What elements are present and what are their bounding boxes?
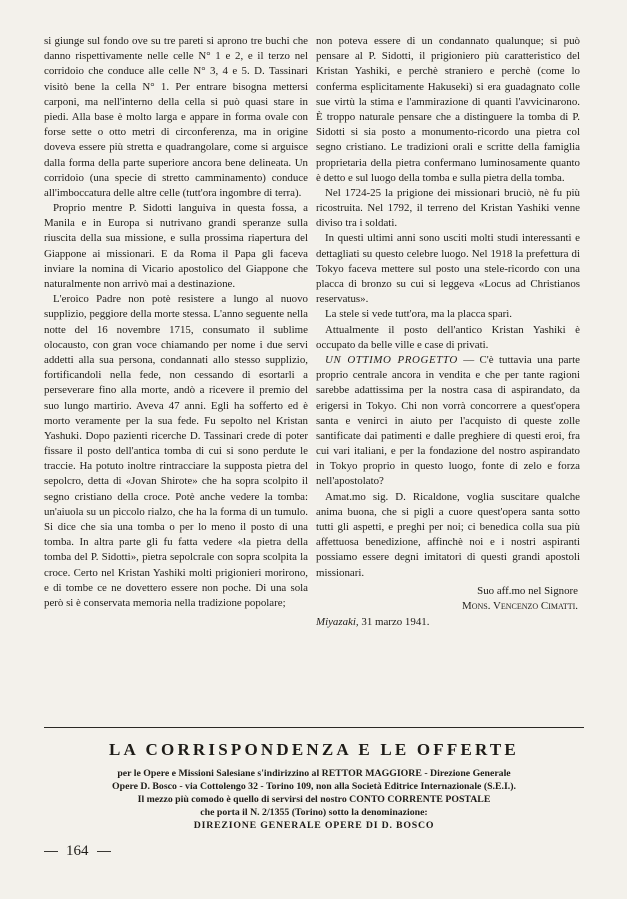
project-paragraph	[316, 353, 580, 490]
page-number: 164	[66, 843, 89, 859]
signature-dateline	[316, 615, 580, 630]
section-heading: UN OTTIMO PROGETTO	[325, 353, 458, 366]
divider	[97, 851, 111, 852]
left-column	[44, 34, 308, 611]
paragraph: si giunge sul fondo ove su tre pareti si aprono tre buchi che danno rispettivamente nelle celle N° 1 e 2, e il terzo nel corridoio che conduce alle celle N° 3, 4 e 5. D. Tassinari visitò bene la cella N° 1. Per entrare bisogna mettersi carponi, ma nell'interno della cella si può quasi stare in piedi. Alla base è molto larga e appare in forma ovale con forse sette o otto metri di circonferenza, ma in origine doveva essere più stretta e quadrangolare, come si arguisce dalla forma della parte superiore ancora bene delineata. Un corridoio (una specie di stretto camminamento) conduce all'imboccatura delle altre celle (tutt'ora ingombre di terra).	[44, 35, 308, 199]
paragraph: Nel 1724-25 la prigione dei missionari bruciò, nè fu più ricostruita. Nel 1792, il terreno del Kristan Yashiki venne diviso tra i soldati.	[316, 186, 580, 230]
paragraph: Attualmente il posto dell'antico Kristan Yashiki è occupato da belle ville e case di privati.	[316, 323, 580, 351]
signature-date: 31 marzo 1941.	[361, 616, 430, 629]
notice-line: che porta il N. 2/1355 (Torino) sotto la denominazione:	[200, 807, 428, 818]
closing-paragraph: Amat.mo sig. D. Ricaldone, voglia suscitare qualche anima buona, che si pigli a cuore quest'opera santa sotto tutti gli aspetti, e preghi per noi; ci benedica colla sua più affettuosa benedizione, affinchè noi e i nostri aspiranti possiamo essere degni imitatori di questi grandi apostoli missionari.	[316, 490, 580, 579]
notice-line: Il mezzo più comodo è quello di servirsi del nostro CONTO CORRENTE POSTALE	[137, 794, 491, 805]
paragraph: In questi ultimi anni sono usciti molti studi interessanti e dettagliati su questo celebre luogo. Nel 1918 la prefettura di Tokyo faceva mettere sul posto una stele-ricordo con una placca di bronzo su cui si leggeva «Locus ad Christianos reservatus».	[316, 232, 580, 306]
signature-greeting: Suo aff.mo nel Signore	[477, 584, 578, 597]
banner-title: LA CORRISPONDENZA E LE OFFERTE	[109, 740, 519, 759]
right-column	[316, 34, 580, 630]
project-text: — C'è tuttavia una parte proprio centrale ancora in vendita e che per tante ragioni sarebbe adattissima per la nostra casa di aspirandato, da erigersi in Tokyo. Chi non vorrà concorrere a quest'opera santa e venirci in aiuto per l'acquisto di queste zolle santificate dai patimenti e dalle preghiere di questi eroi, fra cui vari italiani, e per la fondazione del nostro aspirandato in Tokyo proprio in questo luogo, fonte di zelo e forza nell'apostolato?	[316, 353, 581, 488]
paragraph: Proprio mentre P. Sidotti languiva in questa fossa, a Manila e in Europa si nutrivano grandi speranze sulla riuscita della sua missione, e sulla prossima riapertura del Giappone ai missionari. E da Roma il Papa gli faceva inviare la nomina di Vicario apostolico del Giappone che naturalmente non arrivò mai a destinazione.	[44, 202, 308, 290]
paragraph: L'eroico Padre non potè resistere a lungo al nuovo supplizio, peggiore della morte stessa. L'anno seguente nella notte del 16 novembre 1715, consumato il sublime olocausto, con gran voce chiamando per nome i due servi addetti alla sua persona, condannati allo stesso supplizio, fortificandoli nella fede, non cessando di esortarli a perseverare fino alla morte, andò a ricevere il premio del suo lungo martirio. Aveva 47 anni. Egli ha sofferto ed è morto veramente per la sua fede. Fu sepolto nel Kristan Yashuki. Dopo pazienti ricerche D. Tassinari crede di poter fissare il posto dell'antica tomba di cui si sono perdute le traccie. Ha potuto inoltre rintracciare la supposta pietra del sepolcro, detta di «Jovan Shirote» che ha sopra scolpito il segno cristiano della croce. Potè anche vedere la tomba: un'aiuola su un piccolo rialzo, che ha la forma di un tumulo. Si dice che sia una tomba o per lo meno il posto di una tomba. In altra parte gli fu fatta vedere «la pietra della tomba del P. Sidotti», pietra sepolcrale con sopra scolpita la croce. Certo nel Kristan Yashiki molti prigionieri morirono, e di tombe ce ne dovettero essere non poche. Di una sola però si è conservata memoria nella tradizione popolare;	[44, 293, 308, 609]
divider	[44, 851, 58, 852]
divider	[44, 727, 584, 728]
page-number-row	[44, 843, 111, 860]
banner-notice	[44, 767, 584, 832]
paragraph: non poteva essere di un condannato qualunque; si può pensare al P. Sidotti, il prigioniero più caratteristico del Kristan Yashiki, e perchè straniero e perchè (come lo conferma esplicitamente Hakuseki) si era guadagnato colle sue virtù la stima e l'ammirazione di quanti l'avvicinarono. È troppo naturale pensare che a distinguere la tomba di P. Sidotti si sia posto a monumento-ricordo una pietra col segno cristiano. Le tradizioni orali e scritte della famiglia proprietaria della pietra confermano luminosamente quanto è detto e sul luogo della tomba e sulla pietra della tomba.	[316, 35, 580, 184]
notice-line: Opere D. Bosco - via Cottolengo 32 - Torino 109, non alla Società Editrice Internazionale (S.E.I.).	[112, 781, 516, 792]
signature-place: Miyazaki,	[316, 616, 359, 629]
signature-name: Mons. Vencenzo Cimatti.	[462, 599, 578, 612]
notice-line: DIREZIONE GENERALE OPERE DI D. BOSCO	[193, 820, 435, 831]
notice-line: per le Opere e Missioni Salesiane s'indirizzino al RETTOR MAGGIORE - Direzione Generale	[117, 768, 511, 779]
paragraph: La stele si vede tutt'ora, ma la placca sparì.	[325, 308, 513, 321]
